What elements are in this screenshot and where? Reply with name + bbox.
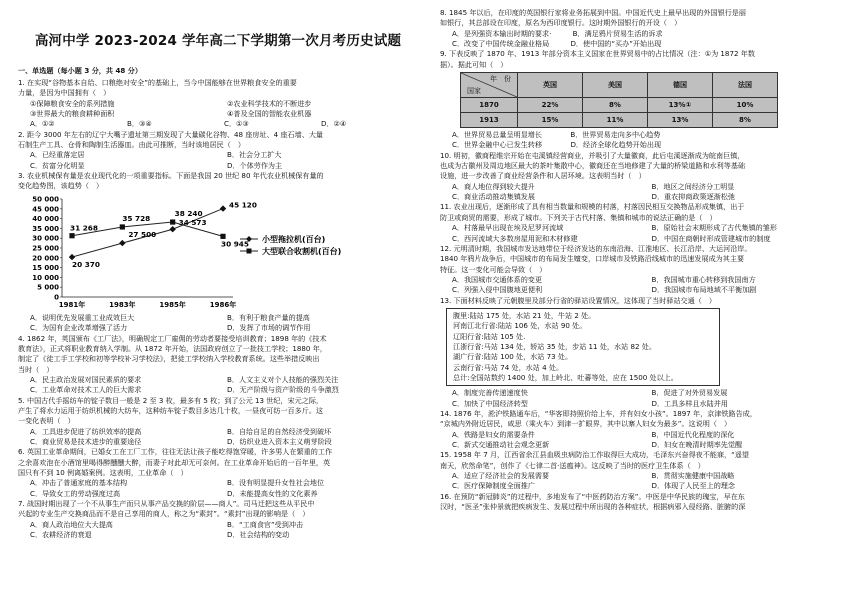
x-tick-label: 1981年	[58, 300, 86, 309]
answer-option[interactable]: A．我国城市交通体系的变更	[452, 274, 542, 284]
answer-option[interactable]: B．中国近代化程度的深化	[651, 429, 735, 439]
question-stem-line: 防卫或商贸的需要，形成了城市。下列关于古代村落、集镇和城市的说法正确的是（ ）	[440, 212, 717, 222]
table-row	[461, 113, 778, 128]
point-square	[120, 224, 125, 229]
answer-option[interactable]: D．工具多样且水陆并用	[651, 398, 728, 408]
material-line: 腹里:陆站 175 处，水站 21 处，牛站 2 处。	[453, 310, 596, 320]
answer-option[interactable]: C．加快了中国经济转型	[452, 398, 528, 408]
answer-option[interactable]: B．自给自足的自然经济受到破坏	[227, 426, 332, 436]
answer-options	[440, 388, 845, 409]
question-stem-line: 1. 在实现“谷物基本自给、口粮绝对安全”的基础上，当今中国能够在世界粮食安全的重要	[18, 78, 297, 88]
data-label: 34 573	[178, 218, 207, 228]
answer-option[interactable]: A．世界贸易总量呈明显增长 B．世界贸易走向多中心趋势	[452, 130, 661, 140]
answer-option[interactable]: A．制度完善传递速度快	[452, 388, 528, 398]
point-square	[220, 234, 225, 239]
question-stem-line: 8. 1845 年以后，在印度的英国银行家将业务拓展到中国。中国近代史上最早出现的外国银行是丽	[440, 8, 746, 17]
post-station-material-box	[446, 308, 720, 386]
question-stem-line: 汉时，“医圣”张仲景就把疾病发生、发展过程中所出现的各种症状，根据病邪入侵经路、脏腑的深	[440, 502, 746, 512]
answer-option[interactable]: D．社会结构的变动	[227, 530, 290, 540]
y-tick-label: 20 000	[32, 254, 59, 263]
answer-options	[440, 275, 845, 296]
answer-option[interactable]: A．已经重落定居	[30, 150, 85, 160]
question-stem-line: “京城内外附近居民，咸思（乘火车）到津一扩眼界，其中以寨人妇女为最多”。这说明（ ）	[440, 419, 732, 429]
right-questions	[440, 8, 845, 512]
x-tick-label: 1986年	[209, 300, 237, 309]
answer-options	[440, 29, 845, 50]
question-16	[440, 492, 845, 513]
answer-option[interactable]: B．③④	[127, 119, 152, 129]
data-label: 30 945	[221, 239, 249, 249]
question-stem-line: 制定了《徒工手工学校和初等学校补习学校法》，把徒工学校纳入学校教育系统。这些举措反映出	[18, 354, 320, 364]
y-tick-label: 50 000	[32, 195, 59, 204]
section-heading: 一、单选题（每小题 3 分，共 48 分）	[18, 65, 142, 75]
answer-options	[18, 313, 418, 334]
answer-option[interactable]: C．贫富分化明显	[30, 160, 85, 170]
legend-label: 大型联合收割机(百台)	[262, 246, 342, 256]
y-tick-label: 0	[54, 293, 59, 302]
question-stem-line: 兴起的专业生产交换商品而不是自己享用的商人，称之为“素封”。“素封”出现的影响是（ ）	[18, 509, 310, 519]
statement-item: ③世界最大的粮食耕种面积	[30, 109, 115, 119]
question-stem-line: 力量，是因为中国拥有（ ）	[18, 88, 111, 98]
answer-option[interactable]: C．改变了中国传统金融业格局 D．使中国的“买办”开始出现	[452, 39, 662, 49]
table-cell: 15%	[518, 113, 583, 128]
answer-option[interactable]: C．①③	[224, 119, 249, 129]
answer-option[interactable]: A．民主政治发展对国民素质的要求	[30, 374, 142, 384]
corner-label-country: 国家	[467, 86, 481, 95]
answer-option[interactable]: C．世界金融中心已发生转移 D．经济全球化趋势开始出现	[452, 140, 662, 150]
table-corner-cell	[461, 73, 518, 98]
question-7	[18, 499, 418, 540]
point-diamond	[220, 205, 226, 211]
question-9	[440, 49, 845, 150]
answer-option[interactable]: D．未能提高女性的文化素养	[227, 488, 318, 498]
data-label: 35 728	[122, 213, 151, 223]
y-tick-label: 45 000	[32, 205, 59, 214]
table-cell: 13%①	[648, 98, 713, 113]
point-diamond	[119, 240, 125, 246]
question-stem-line: 13. 下面材料反映了元朝腹里及部分行省的驿站设置情况，这体现了当时驿站交通（ ）	[440, 295, 717, 305]
table-year-cell: 1870	[461, 98, 518, 113]
question-stem-line: 国只有不到 10 例离婚案例。这表明，工业革命（ ）	[18, 467, 188, 477]
answer-option[interactable]: C．商业活动推动集镇发展	[452, 192, 535, 202]
question-stem-line: 设施，进一步改善了商业经营条件和人居环境。这表明当时（ ）	[440, 171, 646, 181]
material-line: 湖广行省:陆站 100 处，水站 73 处。	[453, 352, 573, 362]
question-11	[440, 202, 845, 243]
statement-item: ④普及全国的智能农业机器	[227, 109, 312, 119]
table-cell: 10%	[713, 98, 778, 113]
answer-option[interactable]: A．商人政治地位大大提高	[30, 519, 113, 529]
question-stem-line: 5. 中国古代手摇纺车的锭子数目一般是 2 至 3 枚，最多有 5 枚；到了公元 13 世纪，宋元之际，	[18, 395, 324, 405]
table-header-cell: 法国	[713, 73, 778, 98]
question-stem-line: 特征。这一变化可能会导致（ ）	[440, 264, 547, 274]
y-tick-label: 25 000	[32, 244, 59, 253]
question-stem-line: 14. 1876 年，淞沪铁路通车后，“华客即持照价给上车，并有妇女小孩”。1897 年，京津铁路告成，	[440, 409, 757, 418]
table-year-cell: 1913	[461, 113, 518, 128]
answer-option[interactable]: D．纺织业进入资本主义萌芽阶段	[227, 436, 332, 446]
answer-option[interactable]: D．发挥了市场的调节作用	[227, 323, 311, 333]
answer-option[interactable]: C．西河流域大多数房屋用泥和木材修建	[452, 233, 578, 243]
answer-option[interactable]: B．人文主义对个人技能的强烈关注	[227, 374, 339, 384]
question-stem-line: 11. 农业出现后，逐渐形成了具有相当数量和规模的村落，村落因民相互交换物品形成集镇，出于	[440, 202, 745, 212]
answer-options	[18, 150, 418, 171]
question-stem-line: 2. 距今 3000 年左右的辽宁大嘴子遗址第三期发现了大量碳化谷物、48 座房址、4 座石墙、大量	[18, 129, 324, 139]
legend-label: 小型拖拉机(百台)	[262, 234, 326, 244]
answer-option[interactable]: C．导致女工的劳动强度过高	[30, 488, 121, 498]
answer-option[interactable]: C．商业贸易是技术进步的重要途径	[30, 436, 142, 446]
table-row	[461, 98, 778, 113]
answer-option[interactable]: C．工业革命对技术工人的巨大需求	[30, 385, 142, 395]
y-tick-label: 15 000	[32, 263, 59, 272]
answer-options	[18, 478, 418, 499]
x-tick-label: 1985年	[159, 300, 186, 309]
question-stem-line: 变化趋势图，该趋势（ ）	[18, 181, 104, 191]
question-stem-line: 之余喜欢泡在小酒馆里喝得醉醺醺大醉，而妻子对此却无可奈何。在工业革命开始后的一百年里，英	[18, 457, 331, 467]
question-stem-line: 石制生产工具、仓骨和陶制生活器皿。由此可推断，当时该地居民（ ）	[18, 140, 245, 150]
answer-options	[18, 520, 418, 541]
question-stem-line: 当时（ ）	[18, 364, 54, 374]
answer-options	[18, 375, 418, 396]
answer-option[interactable]: D．无产阶级与资产阶级的斗争激烈	[227, 385, 339, 395]
question-2	[18, 130, 418, 171]
answer-option[interactable]: D．体现了人民至上的理念	[651, 481, 735, 491]
answer-options	[440, 223, 845, 244]
answer-options	[440, 130, 845, 151]
answer-option[interactable]: B．贯彻实施健康中国战略	[651, 471, 735, 481]
question-stem-line: 产生了将水力运用于纺织机械的大纺车，这种纺车锭子数目多达几十枚，一昼夜可纺一百多斤。这	[18, 405, 324, 415]
answer-option[interactable]: D．中国在商朝时形成管建城市的制度	[651, 233, 771, 243]
answer-option[interactable]: B．没有明显提升女性社会地位	[227, 478, 325, 488]
legend-square	[247, 248, 252, 253]
question-1	[18, 78, 418, 130]
question-stem-line: 4. 1862 年，英国颁布《工厂法》，明确规定工厂雇佣的劳动者要接受培训教育；1898 年的《技术	[18, 333, 327, 343]
answer-options	[18, 119, 418, 129]
left-column	[18, 0, 418, 540]
answer-option[interactable]: B．地区之间经济分工明显	[651, 181, 735, 191]
right-column	[440, 8, 845, 512]
trade-share-table	[460, 72, 778, 128]
question-12	[440, 244, 845, 296]
question-stem-line: 10. 明初，徽商程维宗开始在屯溪镇经营商业，并吸引了大量徽商，此后屯溪逐渐成为皖南巨镇，	[440, 150, 745, 160]
question-3	[18, 171, 418, 333]
point-diamond	[169, 226, 175, 232]
question-stem-line: 12. 元明清时期，我国城市发达地带位于经济发达的东南沿海、江淮地区、长江沿岸、大运河沿岸。	[440, 243, 752, 253]
question-10	[440, 151, 845, 203]
table-header-cell: 德国	[648, 73, 713, 98]
answer-option[interactable]: A．①②	[30, 119, 55, 129]
exam-title: 高河中学 2023-2024 学年高二下学期第一次月考历史试题	[34, 33, 402, 49]
question-8	[440, 8, 845, 49]
answer-option[interactable]: D．②④	[321, 119, 347, 129]
answer-options	[440, 430, 845, 451]
answer-options	[440, 471, 845, 492]
statement-item: ①保障粮食安全的系列措施	[30, 98, 115, 108]
question-stem-line: 3. 农业机械保有量是农业现代化的一项重要指标。下面是我国 20 世纪 80 年代农业机械保有量的	[18, 171, 324, 181]
table-cell: 8%	[583, 98, 648, 113]
material-line: 江浙行省:马站 134 处，轿站 35 处，步站 11 处，水站 82 处。	[453, 341, 656, 351]
table-header-cell: 英国	[518, 73, 583, 98]
data-label: 38 240	[174, 208, 203, 218]
answer-option[interactable]: C．列强入侵中国腹地更便利	[452, 285, 543, 295]
table-cell: 13%	[648, 113, 713, 128]
answer-options	[440, 182, 845, 203]
answer-option[interactable]: A．适应了经济社会的发展需要	[452, 471, 550, 481]
y-tick-label: 30 000	[32, 234, 59, 243]
question-13	[440, 296, 845, 409]
question-15	[440, 450, 845, 491]
answer-options	[18, 427, 418, 448]
question-stem-line: 1840 年鸦片战争后，中国城市的布局发生嬗变，口岸城市及铁路沿线城市的迅速发展成为其主要	[440, 254, 745, 264]
answer-option[interactable]: A．村落最早出现在埃及尼罗河流域	[452, 223, 564, 233]
answer-option[interactable]: B．我国城市重心转移到我国南方	[651, 274, 756, 284]
question-stem-line: 据）。据此可知（ ）	[440, 59, 508, 69]
question-stem-line: 教育法》，正式将职业教育纳入学制。从 1872 年开始，法国政府创立了一批技工学校；1880 年，	[18, 343, 327, 353]
table-header-cell: 美国	[583, 73, 648, 98]
question-stem-line: 6. 英国工业革命期间，已婚女工在工厂工作，往往无法让孩子能吃得饱穿暖，许多男人在繁重的工作	[18, 447, 333, 457]
answer-option[interactable]: B．“工商食官”受到冲击	[227, 519, 304, 529]
question-5	[18, 396, 418, 448]
answer-option[interactable]: A．说明优先发展重工业成效巨大	[30, 312, 135, 322]
answer-option[interactable]: C．新式交通推动社会观念更新	[452, 440, 550, 450]
y-tick-label: 35 000	[32, 224, 59, 233]
question-stem-line: 16. 在预防“新冠肺炎”的过程中，多地发布了“中医药防治方案”。中医是中华民族的瑰宝，早在东	[440, 491, 745, 501]
answer-option[interactable]: A．冲击了普通家庭的基本结构	[30, 478, 128, 488]
data-label: 27 500	[128, 229, 157, 239]
answer-option[interactable]: B．原始社会末期形成了古代集镇的雏形	[651, 223, 777, 233]
answer-option[interactable]: C．农耕经济的衰退	[30, 530, 92, 540]
answer-option[interactable]: A．商人地位得到较大提升	[452, 181, 535, 191]
question-14	[440, 409, 845, 450]
question-stem-line: 一变化表明（ ）	[18, 416, 75, 426]
material-line: 云南行省:马站 74 处，水站 4 处。	[453, 362, 564, 372]
material-line: 辽阳行省:陆站 105 处.	[453, 331, 526, 341]
question-stem-line: 也成为古徽州及周边地区最大的茶叶集散中心，徽商还在当地修建了大量的桥梁道路和水利等基础	[440, 161, 746, 171]
answer-option[interactable]: B．社会分工扩大	[227, 150, 282, 160]
x-tick-label: 1983年	[109, 300, 136, 309]
answer-option[interactable]: A．是列强资本输出时期的要求· B．满足鸦片贸易生活的诉求	[452, 28, 663, 38]
data-label: 45 120	[229, 200, 257, 210]
answer-option[interactable]: B．促进了对外贸易发展	[651, 388, 728, 398]
material-line: 河南江北行省:陆站 106 处，水站 90 处。	[453, 321, 587, 331]
y-tick-label: 5 000	[37, 283, 59, 292]
answer-option[interactable]: A．工具进步促进了纺织效率的提高	[30, 426, 142, 436]
statement-item: ②农业科学技术的不断进步	[227, 98, 312, 108]
question-4	[18, 334, 418, 396]
statement-list	[18, 99, 418, 120]
data-label: 20 370	[72, 259, 100, 269]
table-cell: 22%	[518, 98, 583, 113]
answer-option[interactable]: A．铁路是妇女的需要条件	[452, 429, 535, 439]
answer-option[interactable]: C．为国有企业改革增强了活力	[30, 323, 128, 333]
answer-option[interactable]: D．妇女在晚清时期率先觉醒	[651, 440, 743, 450]
table-cell: 11%	[583, 113, 648, 128]
answer-option[interactable]: D．我国城市布局地域不平衡加剧	[651, 285, 757, 295]
chart-container	[18, 193, 418, 311]
y-tick-label: 40 000	[32, 214, 59, 223]
answer-option[interactable]: C．医疗保障制度全面推广	[452, 481, 535, 491]
corner-label-year: 年 份	[490, 75, 511, 84]
question-stem-line: 15. 1958 年 7 月，江西省余江县血吸虫病防治工作取得巨大成功，毛泽东兴奋得夜不能寐，“遥望	[440, 450, 750, 460]
point-square	[170, 219, 175, 224]
question-6	[18, 447, 418, 499]
question-stem-line: 9. 下表反映了 1870 年、1913 年部分资本主义国家在世界贸易中的占比情况（注：①为 1872 年数	[440, 49, 755, 59]
data-label: 31 268	[70, 223, 98, 233]
material-line: 总计:全国站数约 1400 处，加上岭北、吐蕃等处，应在 1500 处以上。	[453, 372, 678, 382]
answer-option[interactable]: D．个体劳作为主	[227, 160, 283, 170]
question-stem-line: 南天，欣然命笔”，创作了《七律二首·送瘟神》。这反映了当时的医疗卫生体系（ ）	[440, 460, 705, 470]
y-tick-label: 10 000	[32, 273, 59, 282]
question-stem-line: 7. 战国时期出现了一个不从事生产而只从事产品交换的阶层——商人”。司马迁把这些从平民中	[18, 499, 315, 509]
answer-option[interactable]: D．重农抑商政策逐渐松弛	[651, 192, 735, 202]
table-cell: 8%	[713, 113, 778, 128]
answer-option[interactable]: B．有利于粮食产量的提高	[227, 312, 310, 322]
point-square	[69, 233, 74, 238]
machinery-line-chart	[18, 193, 418, 311]
question-stem-line: 如银行，其总部设在印度，原名为西印度银行。这时期外国银行的开设（ ）	[440, 18, 682, 28]
left-questions	[18, 78, 418, 540]
table-header-row	[461, 73, 778, 98]
